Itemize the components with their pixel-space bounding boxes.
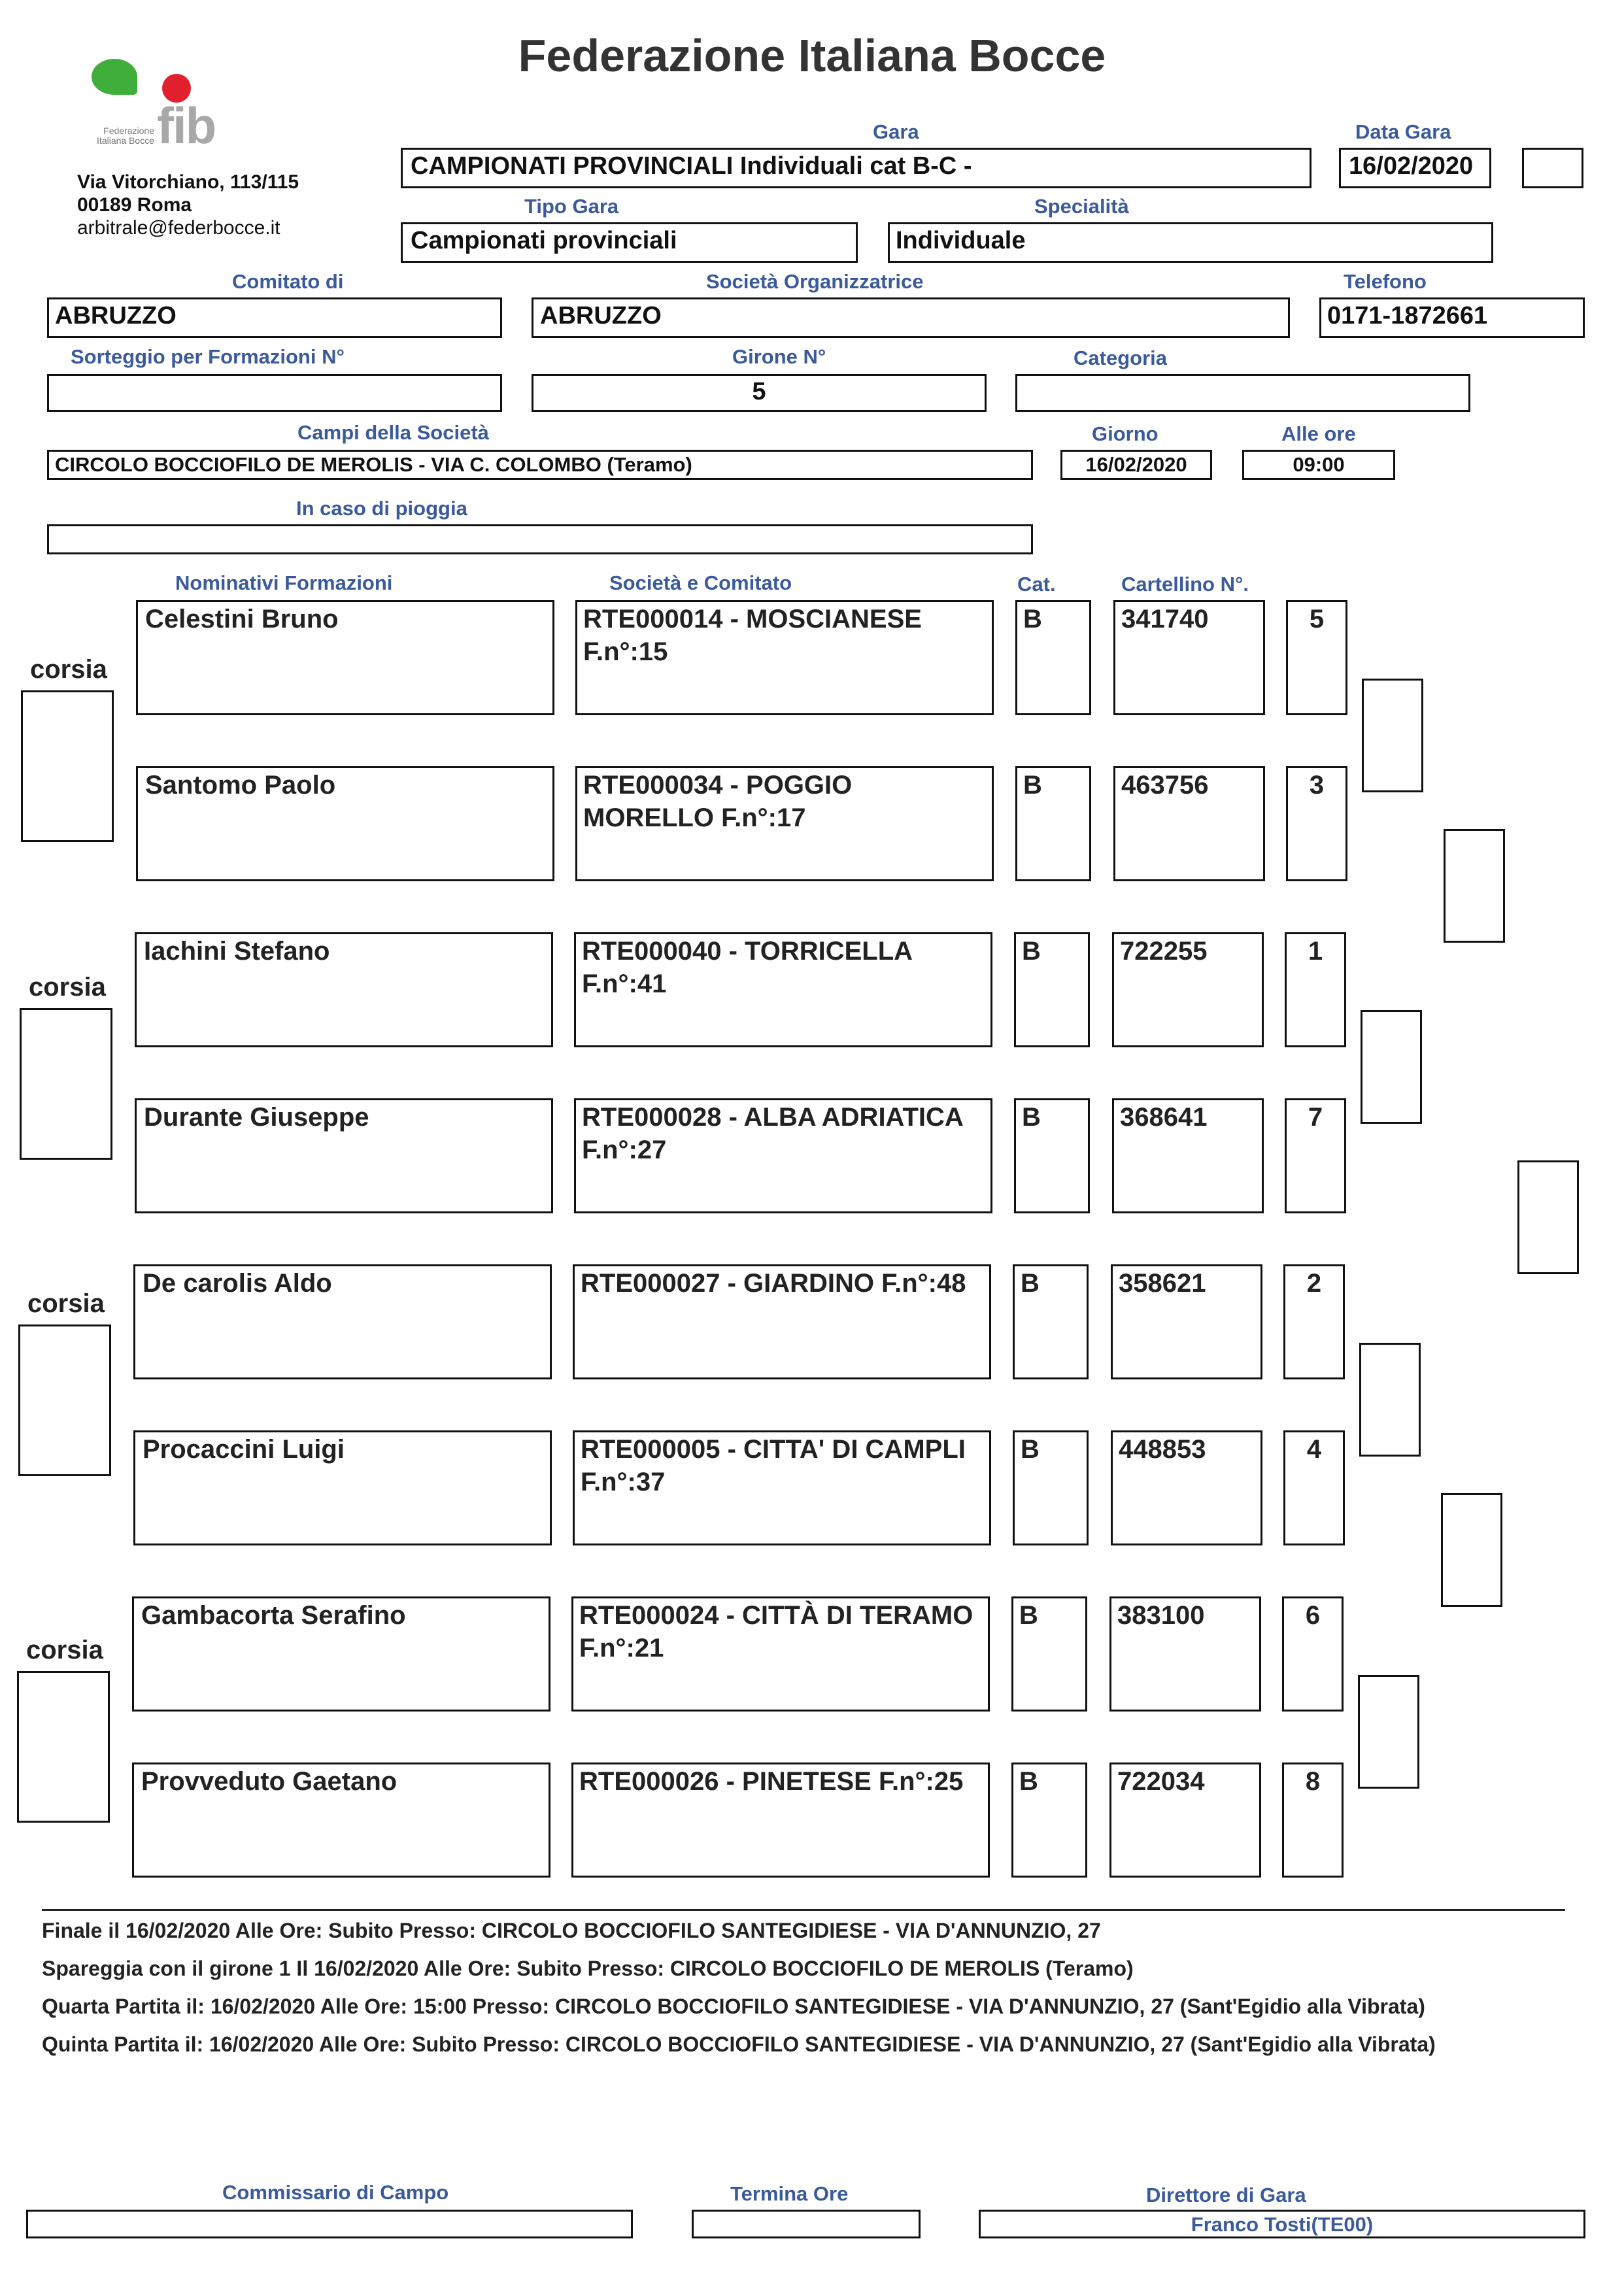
- comitato-label: Comitato di: [232, 270, 344, 293]
- cat-header: Cat.: [1017, 573, 1056, 596]
- corsia-label: corsia: [29, 973, 106, 1002]
- corsia-box[interactable]: [17, 1671, 110, 1823]
- address-line2: 00189 Roma: [77, 194, 192, 216]
- player-cat: B: [1023, 605, 1042, 633]
- player-cat: B: [1023, 771, 1042, 800]
- player-name: Santomo Paolo: [145, 771, 336, 800]
- player-club-line2: F.n°:21: [579, 1634, 664, 1662]
- player-num: 5: [1309, 605, 1325, 633]
- giorno-value: 16/02/2020: [1085, 453, 1187, 476]
- telefono-value: 0171-1872661: [1327, 302, 1488, 329]
- player-card: 722255: [1120, 937, 1208, 966]
- bracket-box[interactable]: [1444, 829, 1505, 943]
- termina-field[interactable]: [692, 2210, 921, 2238]
- bracket-box[interactable]: [1361, 1010, 1422, 1124]
- page-title: Federazione Italiana Bocce: [518, 30, 1106, 81]
- footer-divider: [42, 1909, 1565, 1911]
- player-num: 2: [1306, 1269, 1322, 1298]
- cartellino-header: Cartellino N°.: [1121, 573, 1249, 596]
- player-num: 4: [1306, 1435, 1322, 1464]
- player-num: 7: [1308, 1103, 1323, 1132]
- player-club-line2: F.n°:37: [581, 1468, 666, 1496]
- direttore-value: Franco Tosti(TE00): [1191, 2213, 1374, 2236]
- corsia-box[interactable]: [18, 1324, 111, 1476]
- categoria-field[interactable]: [1015, 374, 1470, 412]
- termina-label: Termina Ore: [730, 2182, 849, 2205]
- girone-label: Girone N°: [732, 345, 826, 368]
- corsia-label: corsia: [30, 655, 107, 684]
- player-card: 463756: [1121, 771, 1209, 800]
- player-card: 368641: [1120, 1103, 1208, 1132]
- player-num: 6: [1305, 1601, 1321, 1630]
- corsia-box[interactable]: [20, 1008, 112, 1160]
- commissario-field[interactable]: [26, 2210, 633, 2238]
- pioggia-field[interactable]: [47, 524, 1033, 554]
- player-club-line1: RTE000028 - ALBA ADRIATICA: [582, 1103, 964, 1132]
- specialita-label: Specialità: [1034, 195, 1129, 218]
- fib-logo: [85, 56, 235, 154]
- player-cat: B: [1022, 937, 1041, 966]
- player-name: Durante Giuseppe: [144, 1103, 369, 1132]
- player-card: 448853: [1119, 1435, 1206, 1464]
- finale-line: Finale il 16/02/2020 Alle Ore: Subito Presso: CIRCOLO BOCCIOFILO SANTEGIDIESE - VIA D'ANNUNZIO, 27: [42, 1919, 1101, 1942]
- bracket-box[interactable]: [1517, 1160, 1579, 1274]
- player-club-line2: MORELLO F.n°:17: [583, 803, 806, 832]
- player-name: Provveduto Gaetano: [141, 1767, 398, 1796]
- girone-value: 5: [752, 378, 766, 405]
- player-club-line1: RTE000005 - CITTA' DI CAMPLI: [581, 1435, 966, 1464]
- societa-org-value: ABRUZZO: [540, 302, 662, 329]
- player-name: Iachini Stefano: [144, 937, 330, 966]
- societa-org-label: Società Organizzatrice: [706, 270, 924, 293]
- player-club-line2: F.n°:27: [582, 1136, 667, 1164]
- player-club-line2: F.n°:15: [583, 637, 668, 666]
- sorteggio-field[interactable]: [47, 374, 502, 412]
- alle-ore-label: Alle ore: [1281, 422, 1356, 445]
- data-gara-value: 16/02/2020: [1349, 152, 1474, 180]
- tipo-gara-label: Tipo Gara: [524, 195, 619, 218]
- player-cat: B: [1019, 1601, 1038, 1630]
- data-gara-label: Data Gara: [1355, 120, 1451, 143]
- bracket-box[interactable]: [1441, 1493, 1502, 1607]
- logo-subtext: Federazione Italiana Bocce: [97, 126, 154, 146]
- bracket-box[interactable]: [1358, 1675, 1419, 1789]
- player-club-line1: RTE000026 - PINETESE F.n°:25: [579, 1767, 964, 1796]
- quinta-partita-line: Quinta Partita il: 16/02/2020 Alle Ore: Subito Presso: CIRCOLO BOCCIOFILO SANTEGIDIESE - VIA D'ANNUNZIO, 27 (Sant'Egidio alla Vibrata): [42, 2033, 1436, 2056]
- player-cat: B: [1019, 1767, 1038, 1796]
- bracket-box[interactable]: [1362, 679, 1423, 792]
- quarta-partita-line: Quarta Partita il: 16/02/2020 Alle Ore: 15:00 Presso: CIRCOLO BOCCIOFILO SANTEGIDIESE - VIA D'ANNUNZIO, 27 (Sant'Egidio alla Vibrata): [42, 1995, 1425, 2018]
- specialita-value: Individuale: [896, 227, 1026, 254]
- direttore-label: Direttore di Gara: [1146, 2184, 1306, 2206]
- gara-value: CAMPIONATI PROVINCIALI Individuali cat B-C -: [411, 152, 972, 180]
- telefono-label: Telefono: [1344, 270, 1427, 293]
- player-num: 1: [1308, 937, 1323, 966]
- giorno-label: Giorno: [1092, 422, 1159, 445]
- player-card: 341740: [1121, 605, 1209, 633]
- corsia-label: corsia: [27, 1289, 105, 1318]
- player-club-line1: RTE000034 - POGGIO: [583, 771, 853, 800]
- corsia-label: corsia: [26, 1636, 103, 1664]
- player-name: Celestini Bruno: [145, 605, 339, 633]
- player-cat: B: [1022, 1103, 1041, 1132]
- player-cat: B: [1021, 1435, 1040, 1464]
- player-club-line1: RTE000024 - CITTÀ DI TERAMO: [579, 1601, 973, 1630]
- sorteggio-label: Sorteggio per Formazioni N°: [71, 345, 345, 368]
- player-club-line1: RTE000014 - MOSCIANESE: [583, 605, 922, 633]
- commissario-label: Commissario di Campo: [222, 2181, 449, 2204]
- player-num: 8: [1305, 1767, 1321, 1796]
- alle-ore-value: 09:00: [1293, 453, 1345, 476]
- societa-comitato-header: Società e Comitato: [609, 571, 792, 594]
- player-club-line2: F.n°:41: [582, 970, 667, 998]
- pioggia-label: In caso di pioggia: [296, 497, 467, 520]
- tipo-gara-value: Campionati provinciali: [411, 227, 677, 254]
- comitato-value: ABRUZZO: [55, 302, 177, 329]
- player-club-line1: RTE000027 - GIARDINO F.n°:48: [581, 1269, 966, 1298]
- email: arbitrale@federbocce.it: [77, 217, 280, 239]
- logo-text: fib: [157, 97, 216, 154]
- player-cat: B: [1021, 1269, 1040, 1298]
- logo-green-shape: [92, 59, 137, 95]
- player-name: Procaccini Luigi: [143, 1435, 345, 1464]
- campi-label: Campi della Società: [297, 421, 489, 444]
- campi-value: CIRCOLO BOCCIOFILO DE MEROLIS - VIA C. COLOMBO (Teramo): [55, 453, 692, 476]
- address-line1: Via Vitorchiano, 113/115: [77, 171, 299, 193]
- nominativi-header: Nominativi Formazioni: [175, 571, 393, 594]
- player-name: De carolis Aldo: [143, 1269, 332, 1298]
- categoria-label: Categoria: [1074, 346, 1167, 369]
- player-card: 383100: [1117, 1601, 1205, 1630]
- player-card: 358621: [1119, 1269, 1206, 1298]
- player-card: 722034: [1117, 1767, 1205, 1796]
- spareggio-line: Spareggia con il girone 1 Il 16/02/2020 Alle Ore: Subito Presso: CIRCOLO BOCCIOFILO DE MEROLIS (Teramo): [42, 1957, 1134, 1980]
- player-club-line1: RTE000040 - TORRICELLA: [582, 937, 913, 966]
- bracket-box[interactable]: [1359, 1343, 1421, 1457]
- player-name: Gambacorta Serafino: [141, 1601, 406, 1630]
- gara-label: Gara: [873, 120, 919, 143]
- corsia-box[interactable]: [21, 690, 114, 842]
- extra-box[interactable]: [1522, 148, 1583, 188]
- player-num: 3: [1309, 771, 1325, 800]
